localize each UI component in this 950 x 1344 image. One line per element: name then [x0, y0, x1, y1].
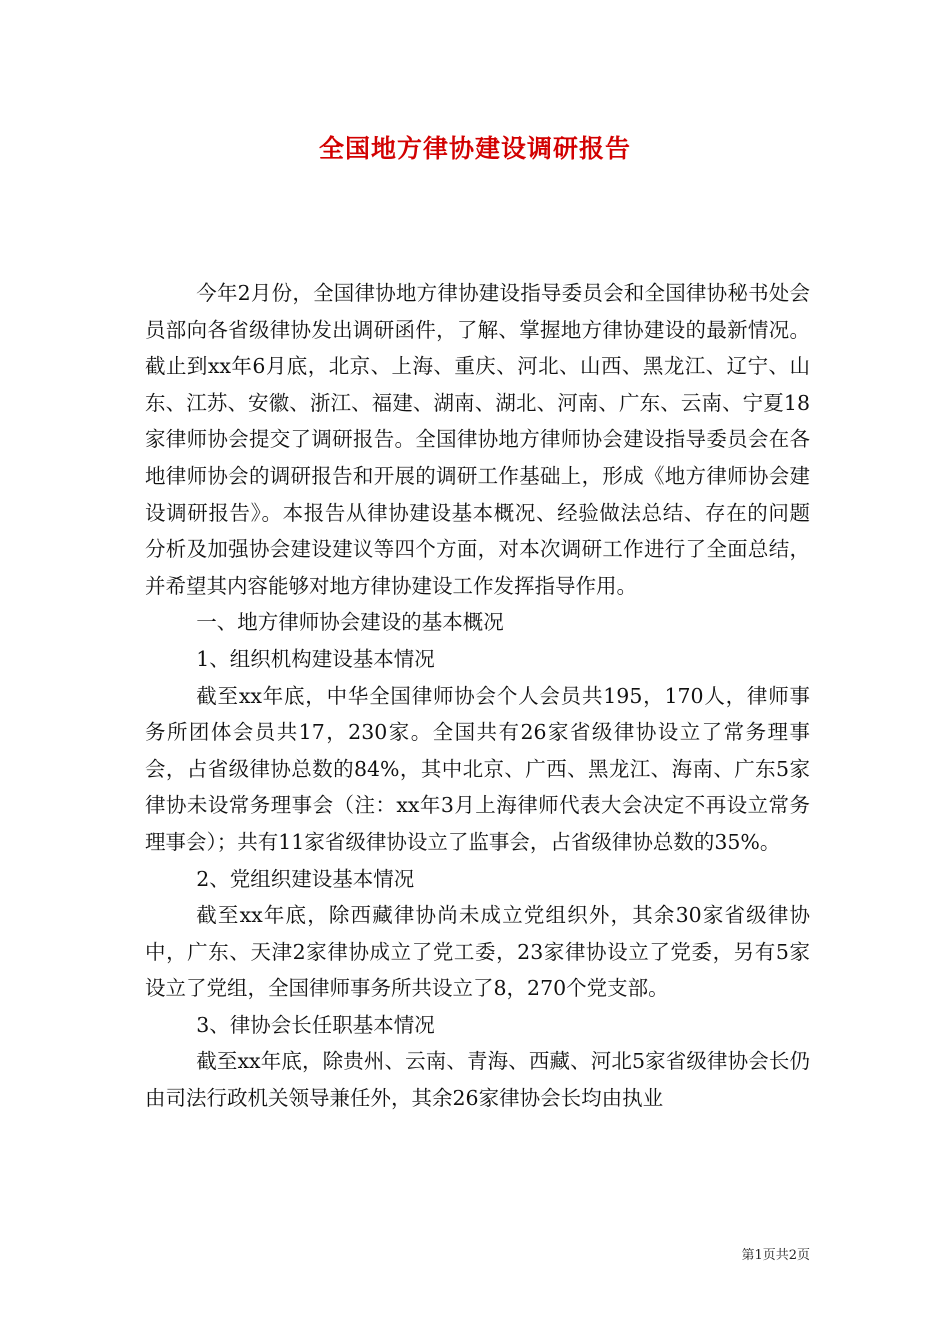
subsection-heading-3: 3、律协会长任职基本情况: [196, 1012, 435, 1037]
subsection-heading-2: 2、党组织建设基本情况: [196, 866, 415, 891]
document-body: [145, 275, 810, 1117]
paragraph-intro: 今年2月份，全国律协地方律协建设指导委员会和全国律协秘书处会员部向各省级律协发出调研函件，了解、掌握地方律协建设的最新情况。截止到xx年6月底，北京、上海、重庆、河北、山西、黑龙江、辽宁、山东、江苏、安徽、浙江、福建、湖南、湖北、河南、广东、云南、宁夏18家律师协会提交了调研报告。全国律协地方律师协会建设指导委员会在各地律师协会的调研报告和开展的调研工作基础上，形成《地方律师协会建设调研报告》。本报告从律协建设基本概况、经验做法总结、存在的问题分析及加强协会建设建议等四个方面，对本次调研工作进行了全面总结，并希望其内容能够对地方律协建设工作发挥指导作用。: [145, 281, 810, 598]
paragraph-party-organization: 截至xx年底，除西藏律协尚未成立党组织外，其余30家省级律协中，广东、天津2家律协成立了党工委，23家律协设立了党委，另有5家设立了党组，全国律师事务所共设立了8，270个党支部。: [145, 903, 810, 1001]
section-heading-1: 一、地方律师协会建设的基本概况: [196, 610, 504, 635]
paragraph-president-appointment: 截至xx年底，除贵州、云南、青海、西藏、河北5家省级律协会长仍由司法行政机关领导兼任外，其余26家律协会长均由执业: [145, 1049, 810, 1111]
page-number: 第1页共2页: [741, 1248, 810, 1263]
paragraph-organization: 截至xx年底，中华全国律师协会个人会员共195，170人，律师事务所团体会员共17，230家。全国共有26家省级律协设立了常务理事会，占省级律协总数的84%，其中北京、广西、黑龙江、海南、广东5家律协未设常务理事会（注：xx年3月上海律师代表大会决定不再设立常务理事会）；共有11家省级律协设立了监事会，占省级律协总数的35%。: [145, 683, 810, 854]
subsection-heading-1: 1、组织机构建设基本情况: [196, 646, 435, 671]
document-title: 全国地方律协建设调研报告: [318, 134, 631, 163]
